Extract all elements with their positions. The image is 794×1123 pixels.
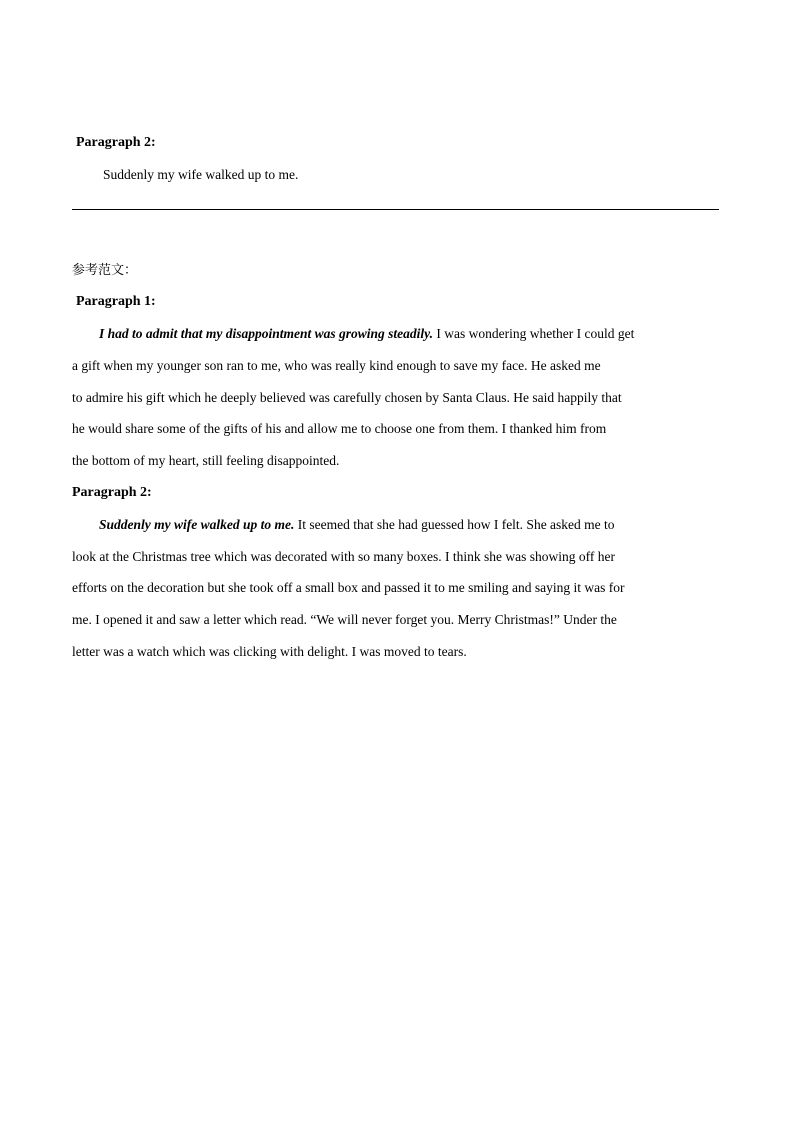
question-paragraph2-heading: Paragraph 2: <box>76 135 156 150</box>
answer-paragraph1-line2: a gift when my younger son ran to me, who was really kind enough to save my face. He asked me <box>72 358 601 373</box>
answer-paragraph2-heading: Paragraph 2: <box>72 485 152 500</box>
answer-writing-line <box>72 209 719 210</box>
answer-paragraph1-line3: to admire his gift which he deeply believed was carefully chosen by Santa Claus. He said happily that <box>72 390 622 405</box>
answer-paragraph1-line1 <box>99 325 634 343</box>
answer-paragraph1-line4: he would share some of the gifts of his and allow me to choose one from them. I thanked him from <box>72 421 607 436</box>
answer-paragraph2-line4: me. I opened it and saw a letter which read. “We will never forget you. Merry Christmas!” Under the <box>72 612 617 627</box>
answer-paragraph1-line1-text: I was wondering whether I could get <box>433 326 635 341</box>
answer-paragraph2-line2: look at the Christmas tree which was decorated with so many boxes. I think she was showing off her <box>72 549 616 564</box>
answer-paragraph2-line3: efforts on the decoration but she took off a small box and passed it to me smiling and saying it was for <box>72 580 625 595</box>
answer-paragraph2-line1-text: It seemed that she had guessed how I felt. She asked me to <box>294 517 615 532</box>
answer-paragraph2-lead-sentence: Suddenly my wife walked up to me. <box>99 517 295 532</box>
answer-paragraph2-line1 <box>99 516 615 534</box>
answer-section-title: 参考范文： <box>72 263 138 278</box>
answer-paragraph2-line5: letter was a watch which was clicking with delight. I was moved to tears. <box>72 644 467 659</box>
answer-paragraph1-line5: the bottom of my heart, still feeling disappointed. <box>72 453 340 468</box>
answer-paragraph1-heading: Paragraph 1: <box>76 294 156 309</box>
answer-paragraph1-lead-sentence: I had to admit that my disappointment was growing steadily. <box>99 326 434 341</box>
question-paragraph2-prompt: Suddenly my wife walked up to me. <box>103 167 299 182</box>
